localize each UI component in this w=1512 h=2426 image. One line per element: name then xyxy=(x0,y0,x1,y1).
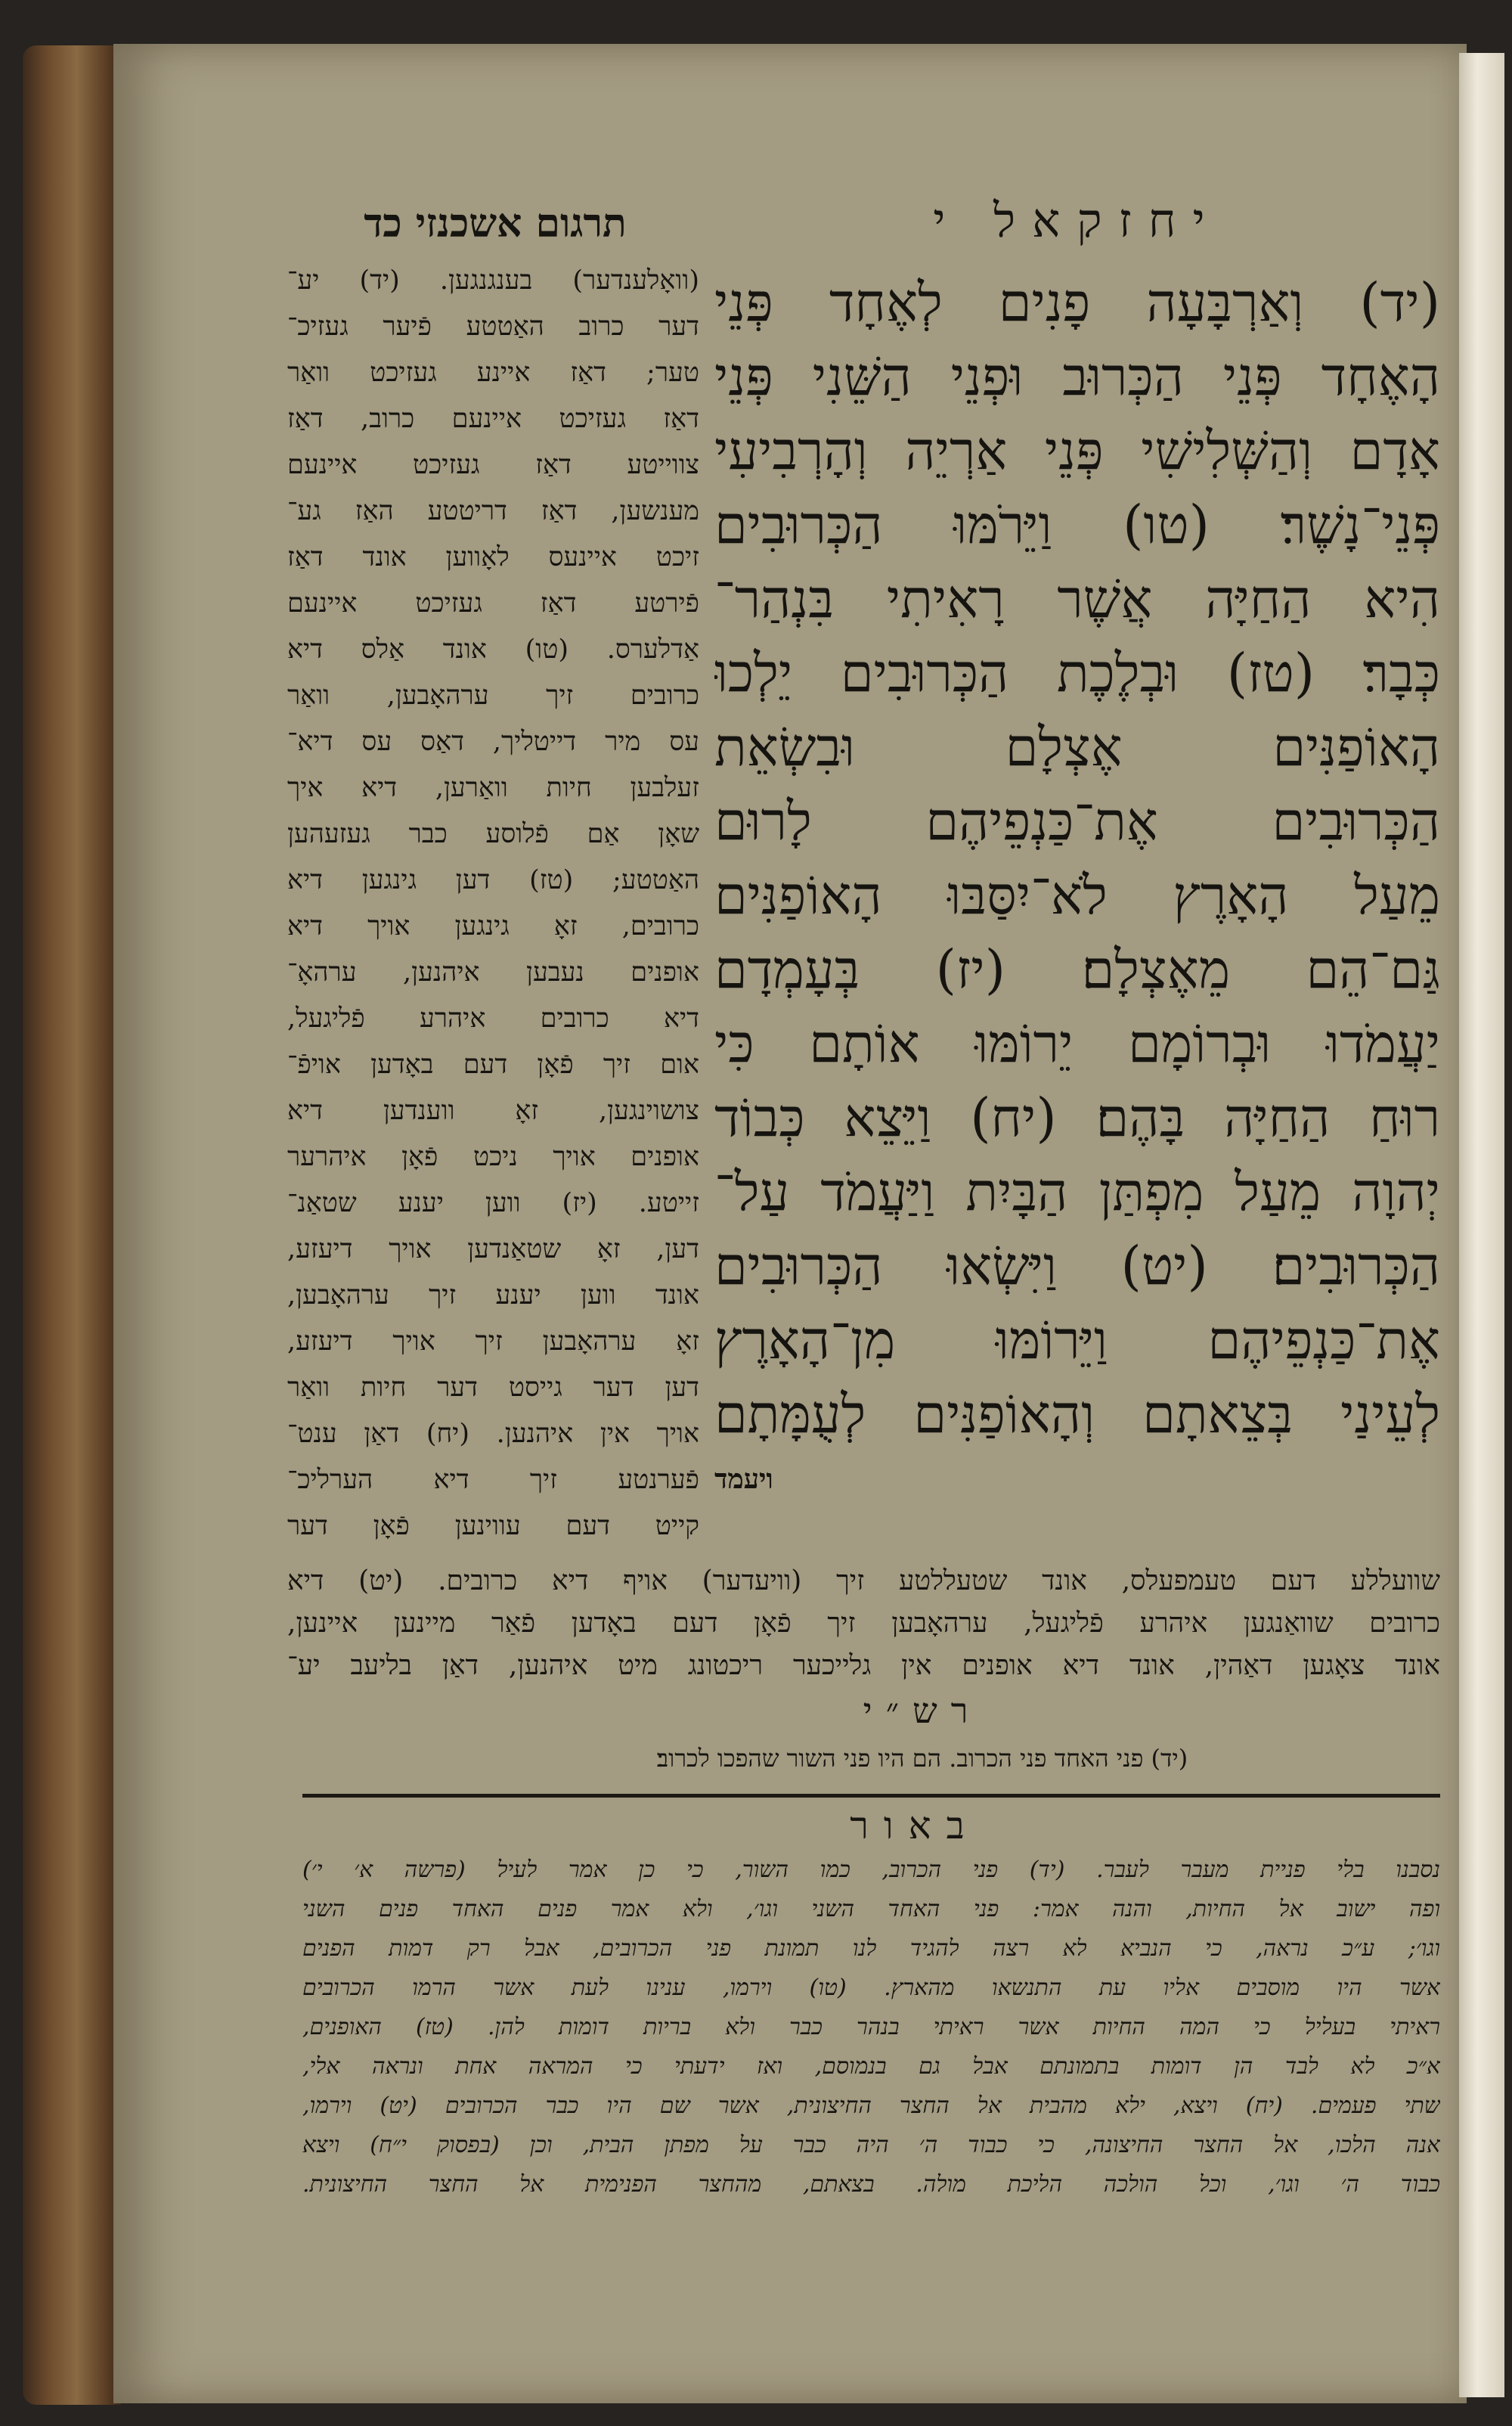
yiddish-line: טער; דאַז איינע געזיכט וואַר xyxy=(287,358,699,388)
translation-full-line: כרובים שוואַנגען איהרע פֿליגעל, ערהאָבען זיך פֿאָן דעם באָדען פֿאַר מיינען איינען, xyxy=(287,1608,1440,1639)
yiddish-line: דיא כרובים איהרע פֿליגעל, xyxy=(287,1004,699,1034)
rashi-heading: רש״י xyxy=(863,1690,982,1731)
translation-continuation xyxy=(287,1562,1440,1690)
yiddish-line: אופנים אויך ניכט פֿאָן איהרער xyxy=(287,1142,699,1172)
yiddish-line: כרובים זיך ערהאָבען, וואַר xyxy=(287,681,699,711)
hebrew-line: אָדָם וְהַשְּׁלִישִׁי פְּנֵי אַרְיֵה וְהָרְבִיעִי xyxy=(714,420,1440,482)
hebrew-line: יַעֲמֹדוּ וּבְרוֹמָם יֵרוֹמּוּ אוֹתָם כִּי xyxy=(714,1013,1440,1075)
page-edge xyxy=(1459,53,1504,2397)
yiddish-translation-column xyxy=(287,261,699,1562)
hebrew-line: גַּם־הֵם מֵאֶצְלָם׃ (יז) בְּעָמְדָם xyxy=(714,938,1440,1000)
hebrew-line: אֶת־כַּנְפֵיהֶם וַיֵּרוֹמּוּ מִן־הָאָרֶץ xyxy=(714,1309,1440,1371)
biur-line: ראיתי בעליל כי המה החיות אשר ראיתי בנהר כבר ולא בריות דומות להן. (טז) האופנים, xyxy=(302,2014,1440,2040)
hebrew-line: הָאֶחָד פְּנֵי הַכְּרוּב וּפְנֵי הַשֵּׁנִי פְּנֵי xyxy=(714,346,1440,408)
yiddish-line: (וואָלענדער) בענגנגען. (יד) יע־ xyxy=(287,265,699,296)
yiddish-line: דער כרוב האַטטע פֿיער געזיכ־ xyxy=(287,312,699,342)
yiddish-line: קייט דעם עווינען פֿאָן דער xyxy=(287,1511,699,1541)
yiddish-line: עס מיר דייטליך, דאַס עס דיא־ xyxy=(287,727,699,757)
biur-line: א״כ לא לבד הן דומות בתמונתם אבל גם בנמוסם, ואז ידעתי כי המראה אחת ונראה אלי, xyxy=(302,2053,1440,2080)
biur-line: כבוד ה׳ וגו׳, וכל הולכה הליכת מולה. בצאתם, מהחצר הפנימית אל החצר החיצונית. xyxy=(302,2171,1440,2198)
biur-line: וגו׳; ע״כ נראה, כי הנביא לא רצה להגיד לנו תמונת פני הכרובים, אבל רק דמות הפנים xyxy=(302,1935,1440,1962)
translation-full-line: שוועללע דעם טעמפעלס, אונד שטעללטע זיך (וויעדער) אויף דיא כרובים. (יט) דיא xyxy=(287,1565,1440,1596)
yiddish-line: דען דער גייסט דער חיות וואַר xyxy=(287,1373,699,1403)
hebrew-line: הַכְּרוּבִים׃ (יט) וַיִּשְׂאוּ הַכְּרוּבִים xyxy=(714,1235,1440,1297)
hebrew-text-column xyxy=(714,261,1440,1471)
hebrew-line: הַכְּרוּבִים אֶת־כַּנְפֵיהֶם לָרוּם xyxy=(714,790,1440,852)
yiddish-line: אונד ווען יענע זיך ערהאָבען, xyxy=(287,1280,699,1311)
hebrew-line: פְּנֵי־נָשֶׁר׃ (טו) וַיֵּרֹמּוּ הַכְּרוּבִים xyxy=(714,494,1440,556)
yiddish-line: אַדלערס. (טו) אונד אַלס דיא xyxy=(287,634,699,665)
catchword: ויעמד xyxy=(714,1463,773,1495)
biur-line: ופה ישוב אל החיות, והנה אמר: פני האחד השני וגו׳, ולא אמר פנים האחד פנים השני xyxy=(302,1896,1440,1922)
yiddish-line: זיכט איינעס לאָווען אונד דאַז xyxy=(287,542,699,572)
hebrew-line: הִיא הַחַיָּה אֲשֶׁר רָאִיתִי בִּנְהַר־ xyxy=(714,568,1440,630)
yiddish-line: כרובים, זאָ גינגען אויך דיא xyxy=(287,911,699,942)
running-header-translation: תרגום אשכנזי כד xyxy=(364,200,627,247)
yiddish-line: שאָן אַם פֿלוסע כבר געזעהען xyxy=(287,819,699,849)
yiddish-line: דען, זאָ שטאַנדען אויך דיעזע, xyxy=(287,1234,699,1264)
book-spine xyxy=(23,45,121,2405)
yiddish-line: זייטע. (יז) ווען יענע שטאַנ־ xyxy=(287,1188,699,1218)
hebrew-line: כְּבָר׃ (טז) וּבְלֶכֶת הַכְּרוּבִים יֵלְכוּ xyxy=(714,642,1440,704)
running-header-main: יחזקאל י xyxy=(933,193,1222,248)
yiddish-line: מענשען, דאַז דריטטע האַז גע־ xyxy=(287,496,699,526)
rashi-commentary: (יד) פני האחד פני הכרוב. הם היו פני השור שהפכו לכרוב׃ xyxy=(656,1744,1188,1773)
hebrew-line: לְעֵינַי בְּצֵאתָם וְהָאוֹפַנִּים לְעֻמָּתָם xyxy=(714,1383,1440,1445)
yiddish-line: צווייטע דאַז געזיכט איינעם xyxy=(287,450,699,480)
hebrew-line: מֵעַל הָאָרֶץ לֹא־יִסַּבּוּ הָאוֹפַנִּים xyxy=(714,864,1440,926)
yiddish-line: צושוינגען, זאָ ווענדען דיא xyxy=(287,1096,699,1126)
biur-heading: באור xyxy=(850,1804,980,1847)
hebrew-line: יְהוָה מֵעַל מִפְתַּן הַבָּיִת וַיַּעֲמֹד עַל־ xyxy=(714,1161,1440,1223)
section-divider xyxy=(302,1794,1440,1798)
yiddish-line: האַטטע; (טז) דען גינגען דיא xyxy=(287,865,699,895)
yiddish-line: פֿירטע דאַז געזיכט איינעם xyxy=(287,588,699,619)
hebrew-line: (יד) וְאַרְבָּעָה פָנִים לְאֶחָד פְּנֵי xyxy=(714,271,1440,333)
translation-full-line: אונד צאָגען דאַהין, אונד דיא אופנים אין גלייכער ריכטונג מיט איהנען, דאַן בליעב יע־ xyxy=(287,1650,1440,1681)
biur-line: שתי פעמים. (יח) ויצא, ילא מהבית אל החצר החיצונית, אשר שם היו כבר הכרובים (יט) וירמו, xyxy=(302,2093,1440,2119)
biur-line: אשר היו מוסבים אליו עת התנשאו מהארץ. (טו) וירמו, ענינו לעת אשר הרמו הכרובים xyxy=(302,1975,1440,2001)
hebrew-line: הָאוֹפַנִּים אֶצְלָם וּבִשְׂאֵת xyxy=(714,716,1440,778)
yiddish-line: זעלבען חיות וואַרען, דיא איך xyxy=(287,773,699,803)
yiddish-line: זאָ ערהאָבען זיך אויך דיעזע, xyxy=(287,1326,699,1357)
yiddish-line: פֿערנטע זיך דיא הערליכ־ xyxy=(287,1465,699,1495)
biur-commentary xyxy=(302,1853,1440,2216)
biur-line: נסבנו בלי פניית מעבר לעבר. (יד) פני הכרוב, כמו השור, כי כן אמר לעיל (פרשה א׳ י׳) xyxy=(302,1857,1440,1883)
yiddish-line: אויך אין איהנען. (יח) דאַן ענט־ xyxy=(287,1419,699,1449)
yiddish-line: אום זיך פֿאָן דעם באָדען אויפֿ־ xyxy=(287,1050,699,1080)
yiddish-line: דאַז געזיכט איינעם כרוב, דאַז xyxy=(287,404,699,434)
biur-line: אנה הלכו, אל החצר החיצונה, כי כבוד ה׳ היה כבר על מפתן הבית, וכן (בפסוק י״ח) ויצא xyxy=(302,2132,1440,2158)
hebrew-line: רוּחַ הַחַיָּה בָּהֶם׃ (יח) וַיֵּצֵא כְּבוֹד xyxy=(714,1087,1440,1149)
yiddish-line: אופנים נעבען איהנען, ערהאָ־ xyxy=(287,957,699,988)
